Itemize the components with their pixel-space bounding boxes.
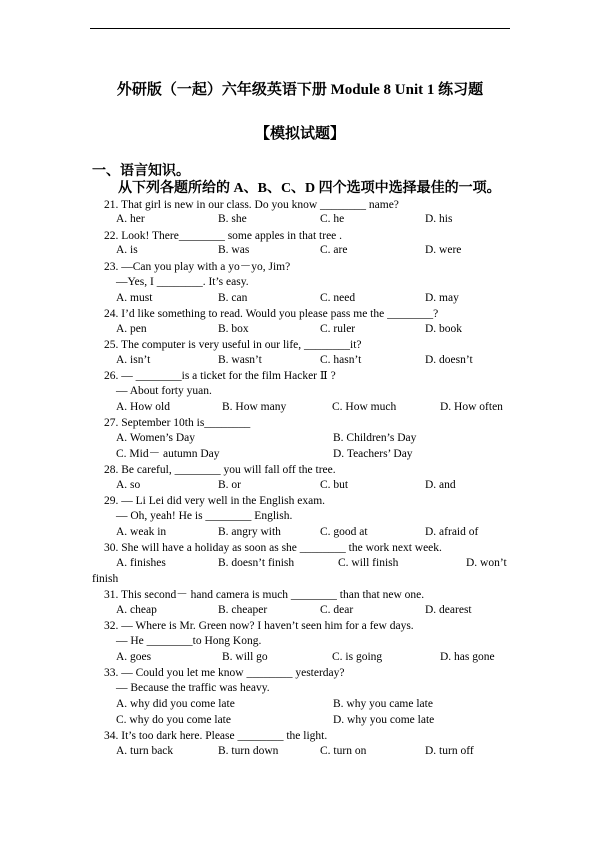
answer-option: C. is going [332,651,383,663]
answer-option: A. weak in [116,526,167,538]
question-stem: 34. It’s too dark here. Please ________ the light. [104,730,328,742]
answer-option: D. has gone [440,651,495,663]
answer-option: C. hasn’t [320,354,362,366]
section-instruction: 从下列各题所给的 A、B、C、D 四个选项中选择最佳的一项。 [118,181,501,196]
answer-option: B. turn down [218,745,279,757]
answer-option: C. Mid－ autumn Day [116,448,220,460]
question-stem: 31. This second－ hand camera is much ________ than that new one. [104,589,425,601]
answer-option: B. doesn’t finish [218,557,295,569]
answer-option: A. How old [116,401,170,413]
answer-option: A. finishes [116,557,166,569]
section-heading: 一、语言知识。 [92,164,190,179]
question-stem: 21. That girl is new in our class. Do you know ________ name? [104,199,399,211]
answer-option: B. box [218,323,249,335]
question-stem: — He ________to Hong Kong. [116,635,262,647]
answer-option: C. turn on [320,745,367,757]
answer-option: C. why do you come late [116,714,231,726]
answer-option: B. wasn’t [218,354,262,366]
answer-option: A. goes [116,651,152,663]
answer-option: D. and [425,479,456,491]
answer-option: D. Teachers’ Day [333,448,413,460]
question-stem: 22. Look! There________ some apples in that tree . [104,230,343,242]
answer-option: A. is [116,244,138,256]
answer-option: D. were [425,244,462,256]
page-title: 外研版（一起）六年级英语下册 Module 8 Unit 1 练习题 [116,82,484,98]
answer-option: A. turn back [116,745,174,757]
answer-option: D. doesn’t [425,354,473,366]
answer-option: C. are [320,244,348,256]
answer-option: D. why you come late [333,714,435,726]
answer-option: C. good at [320,526,368,538]
answer-option: C. will finish [338,557,399,569]
answer-option: D. book [425,323,463,335]
answer-option: A. cheap [116,604,157,616]
question-stem: — About forty yuan. [116,385,212,397]
answer-option: C. How much [332,401,397,413]
answer-option: B. angry with [218,526,281,538]
answer-option: B. or [218,479,241,491]
answer-option: D. may [425,292,459,304]
answer-option: D. afraid of [425,526,479,538]
answer-option: C. he [320,213,345,225]
question-stem: 29. — Li Lei did very well in the English exam. [104,495,326,507]
answer-option: D. dearest [425,604,472,616]
question-stem: — Because the traffic was heavy. [116,682,270,694]
answer-option: B. Children’s Day [333,432,417,444]
answer-option: A. pen [116,323,147,335]
answer-option: B. was [218,244,250,256]
answer-option: D. How often [440,401,503,413]
answer-option: A. her [116,213,145,225]
question-stem: 30. She will have a holiday as soon as she ________ the work next week. [104,542,442,554]
answer-option: A. so [116,479,141,491]
question-stem: — Oh, yeah! He is ________ English. [116,510,293,522]
option-continuation: finish [92,573,119,585]
answer-option: C. dear [320,604,354,616]
answer-option: D. turn off [425,745,474,757]
answer-option: C. but [320,479,349,491]
question-stem: 32. — Where is Mr. Green now? I haven’t seen him for a few days. [104,620,414,632]
answer-option: C. need [320,292,356,304]
answer-option: B. why you came late [333,698,433,710]
question-stem: 23. —Can you play with a yo－yo, Jim? [104,261,291,273]
question-stem: 33. — Could you let me know ________ yesterday? [104,667,345,679]
question-stem: 25. The computer is very useful in our life, ________it? [104,339,362,351]
answer-option: D. won’t [466,557,507,569]
answer-option: B. cheaper [218,604,268,616]
question-stem: 27. September 10th is________ [104,417,251,429]
header-rule [90,28,510,29]
page-subtitle: 【模拟试题】 [254,126,345,142]
answer-option: B. can [218,292,248,304]
answer-option: A. must [116,292,153,304]
question-stem: 28. Be careful, ________ you will fall off the tree. [104,464,336,476]
answer-option: A. why did you come late [116,698,235,710]
answer-option: A. Women’s Day [116,432,196,444]
question-stem: 26. — ________is a ticket for the film Hacker Ⅱ ? [104,370,336,382]
answer-option: B. How many [222,401,287,413]
answer-option: C. ruler [320,323,356,335]
question-stem: —Yes, I ________. It’s easy. [116,276,249,288]
answer-option: B. she [218,213,247,225]
answer-option: D. his [425,213,453,225]
answer-option: B. will go [222,651,268,663]
answer-option: A. isn’t [116,354,151,366]
question-stem: 24. I’d like something to read. Would you please pass me the ________? [104,308,439,320]
